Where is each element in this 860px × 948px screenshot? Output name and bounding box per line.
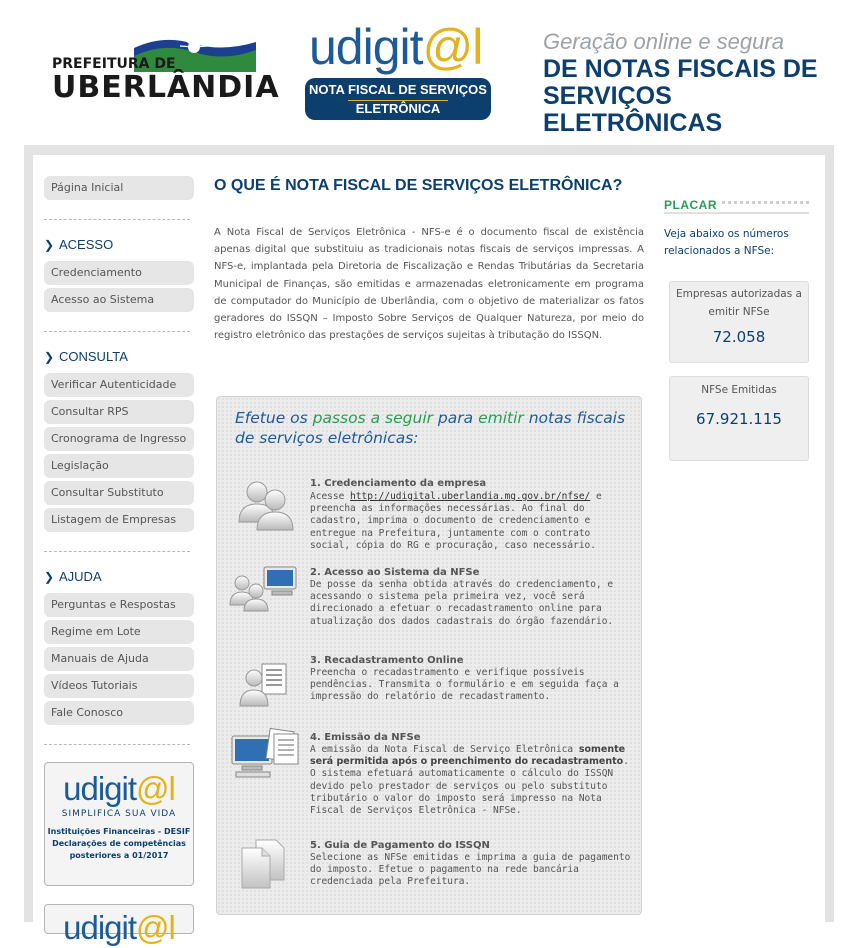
sidebar-item-cronograma[interactable]: Cronograma de Ingresso <box>44 427 194 451</box>
step-1-text <box>310 491 632 552</box>
tagline-line-3: SERVIÇOS ELETRÔNICAS <box>543 82 723 137</box>
chevron-right-icon: ❯ <box>44 238 55 252</box>
sidebar-item-fale-conosco[interactable]: Fale Conosco <box>44 701 194 725</box>
tagline-line-2: DE NOTAS FISCAIS DE <box>543 55 818 83</box>
section-title: ACESSO <box>59 237 114 252</box>
promo-slogan: SIMPLIFICA SUA VIDA <box>61 809 177 819</box>
promo-word-blue: udigit <box>63 770 137 807</box>
promo-line-2: Declarações de competências <box>52 839 186 848</box>
sidebar-item-consultar-rps[interactable]: Consultar RPS <box>44 400 194 424</box>
steps-heading <box>235 408 635 448</box>
promo-wordmark <box>45 769 193 809</box>
section-title: AJUDA <box>59 569 102 584</box>
section-title: CONSULTA <box>59 349 128 364</box>
udigital-wordmark <box>309 18 482 76</box>
promo-line-1: Instituições Financeiras - DESIF <box>47 827 191 836</box>
step-2-text: De posse da senha obtida através do credenciamento, e acessando o sistema pela primeira vez, você será direcionado a efetuar o recadastramento online para atualização dos dados cadastrais do órgão fazendário. <box>310 579 614 627</box>
sidebar-divider <box>44 551 190 552</box>
sidebar-item-listagem-empresas[interactable]: Listagem de Empresas <box>44 508 194 532</box>
tagline-line-1: Geração online e segura <box>543 29 784 54</box>
step-1-text-after: e preencha as informações necessárias. Ao final do cadastro, imprima o documento de credenciamento e entregue na Prefeitura, juntamente com o contrato social, cópia do RG e procuração, caso necessário. <box>310 491 602 551</box>
sidebar-item-consultar-substituto[interactable]: Consultar Substituto <box>44 481 194 505</box>
udigital-badge <box>305 78 491 120</box>
sidebar-item-legislacao[interactable]: Legislação <box>44 454 194 478</box>
prefeitura-city-name: UBERLÂNDIA <box>52 70 280 105</box>
placar-description: Veja abaixo os números relacionados a NFSe: <box>664 228 789 257</box>
step-4-text-bold: somente será permitida após o preenchimento do recadastramento <box>310 744 626 768</box>
counter-nfse-emitidas <box>669 376 809 461</box>
step-4-text-after: . O sistema efetuará automaticamente o cálculo do ISSQN devido pelo prestador de serviços ou pelo substituto tributário o valor do imposto será impresso na Nota Fiscal de Serviços Eletrônica - NFSe. <box>310 756 629 817</box>
chevron-right-icon: ❯ <box>44 350 55 364</box>
sidebar-item-verificar-autenticidade[interactable]: Verificar Autenticidade <box>44 373 194 397</box>
placar-title: PLACAR <box>664 198 717 212</box>
sidebar-item-perguntas[interactable]: Perguntas e Respostas <box>44 593 194 617</box>
heading-part-2: passos a seguir <box>312 409 433 427</box>
counter-empresas-autorizadas <box>669 281 809 363</box>
promo-banner-desif[interactable] <box>44 762 194 886</box>
placar-header <box>664 194 809 214</box>
counter-label: Empresas autorizadas a emitir NFSe <box>676 288 802 318</box>
promo2-wordmark <box>45 908 193 948</box>
promo-word-gold: @l <box>136 770 175 807</box>
users-icon <box>237 478 297 534</box>
heading-part-5: notas fiscais de serviços eletrônicas: <box>235 409 626 447</box>
step-2-title: 2. Acesso ao Sistema da NFSe <box>310 567 480 578</box>
step-1-text-before: Acesse <box>310 491 351 502</box>
sidebar-divider <box>44 331 190 332</box>
users-computer-icon <box>228 565 300 613</box>
counter-label: NFSe Emitidas <box>701 384 777 396</box>
badge-line-1: NOTA FISCAL DE SERVIÇOS <box>309 82 487 97</box>
placar-dots <box>722 201 809 204</box>
prefeitura-small-text: PREFEITURA DE <box>52 56 176 72</box>
user-document-icon <box>238 662 290 708</box>
step-5-title: 5. Guia de Pagamento do ISSQN <box>310 840 490 851</box>
counter-value: 67.921.115 <box>696 409 782 428</box>
sidebar-item-acesso-sistema[interactable]: Acesso ao Sistema <box>44 288 194 312</box>
sidebar-section-acesso <box>44 237 113 255</box>
heading-part-4: emitir <box>478 409 524 427</box>
promo-banner-secondary[interactable] <box>44 904 194 946</box>
chevron-right-icon: ❯ <box>44 570 55 584</box>
intro-paragraph: A Nota Fiscal de Serviços Eletrônica - NFS-e é o documento fiscal de existência apenas digital que substituiu as tradicionais notas fiscais de serviços impressas. A NFS-e, implantada pela Diretoria de Fiscalização e Rendas Tributárias da Secretaria Municipal de Finanças, são emitidas e armazenadas eletronicamente em programa de computador do Município de Uberlândia, com o objetivo de materializar os fatos geradores do ISSQN – Imposto Sobre Serviços de Qualquer Natureza, por meio do registro eletrônico das prestações de serviços sujeitas à tributação do ISSQN. <box>214 227 644 342</box>
header-tagline <box>543 28 833 137</box>
promo-line-3: posteriores a 01/2017 <box>69 851 169 860</box>
badge-line-2: ELETRÔNICA <box>348 100 449 117</box>
step-3-text: Preencha o recadastramento e verifique possíveis pendências. Transmita o formulário e em seguida faça a impressão do relatório de recadastramento. <box>310 667 619 703</box>
step-4-text-before: A emissão da Nota Fiscal de Serviço Eletrônica <box>310 744 579 755</box>
promo2-word-blue: udigit <box>63 909 137 946</box>
sidebar-item-home[interactable]: Página Inicial <box>44 176 194 200</box>
heading-part-1: Efetue os <box>235 409 313 427</box>
sidebar-divider <box>44 219 190 220</box>
sidebar-section-ajuda <box>44 569 102 587</box>
heading-part-3: para <box>433 409 479 427</box>
counter-value: 72.058 <box>712 328 766 346</box>
documents-icon <box>240 838 288 890</box>
sidebar-divider <box>44 744 190 745</box>
computer-document-icon <box>230 728 302 778</box>
sidebar-item-regime-lote[interactable]: Regime em Lote <box>44 620 194 644</box>
sidebar-item-credenciamento[interactable]: Credenciamento <box>44 261 194 285</box>
sidebar-item-videos[interactable]: Vídeos Tutoriais <box>44 674 194 698</box>
sidebar-item-manuais[interactable]: Manuais de Ajuda <box>44 647 194 671</box>
udigital-logo[interactable] <box>305 18 495 122</box>
site-header <box>0 0 860 145</box>
step-1-title: 1. Credenciamento da empresa <box>310 478 487 489</box>
promo2-word-gold: @l <box>136 909 175 946</box>
udigital-word-blue: udigit <box>309 19 423 75</box>
step-4-title: 4. Emissão da NFSe <box>310 732 421 743</box>
sidebar-section-consulta <box>44 349 128 367</box>
step-4-text <box>310 744 632 817</box>
step-3-title: 3. Recadastramento Online <box>310 655 464 666</box>
udigital-word-gold: @l <box>422 19 483 75</box>
page-title: O QUE É NOTA FISCAL DE SERVIÇOS ELETRÔNICA? <box>214 177 623 194</box>
step-5-text: Selecione as NFSe emitidas e imprima a guia de pagamento do imposto. Efetue o pagamento na rede bancária credenciada pela Prefeitura. <box>310 852 631 888</box>
prefeitura-logo[interactable] <box>52 38 280 108</box>
credenciamento-link[interactable]: http://udigital.uberlandia.mg.gov.br/nfse/ <box>350 491 591 502</box>
